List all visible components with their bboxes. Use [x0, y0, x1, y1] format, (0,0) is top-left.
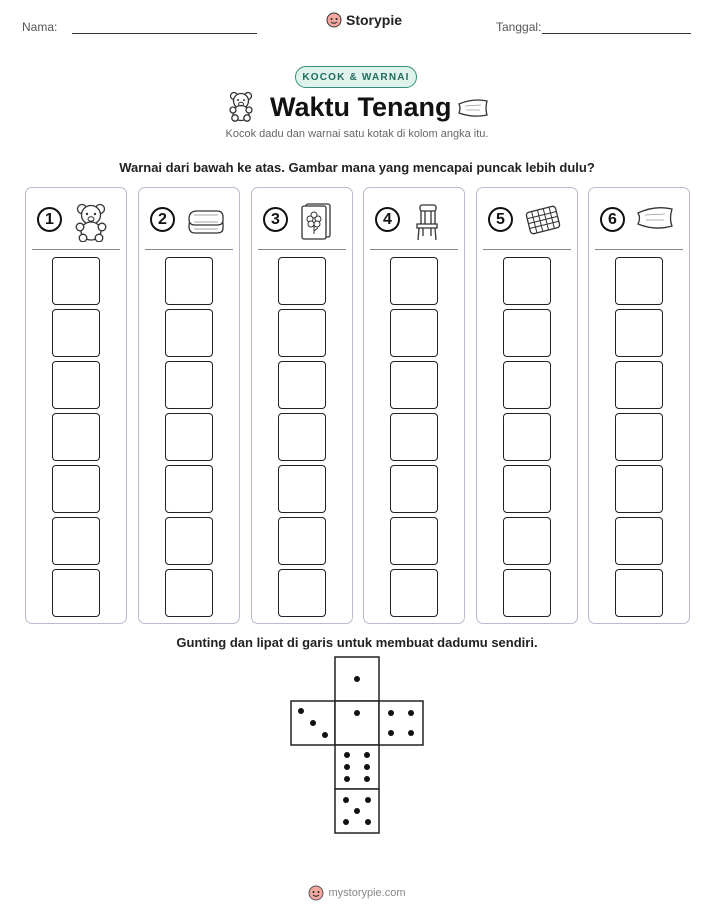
- footer: [0, 885, 714, 901]
- instruction-text: Warnai dari bawah ke atas. Gambar mana yang mencapai puncak lebih dulu?: [119, 160, 595, 175]
- die-face-1b: [335, 701, 379, 745]
- page-title: Waktu Tenang: [270, 92, 452, 122]
- subtitle: Kocok dadu dan warnai satu kotak di kolom angka itu.: [225, 128, 489, 140]
- date-label: Tanggal:: [496, 20, 542, 34]
- column-number: 1: [37, 207, 62, 232]
- cut-instruction: Gunting dan lipat di garis untuk membuat dadumu sendiri.: [176, 635, 538, 650]
- brand-name: Storypie: [346, 12, 403, 28]
- column-number: 6: [600, 207, 625, 232]
- footer-url[interactable]: mystorypie.com: [328, 887, 406, 899]
- column-number: 4: [375, 207, 400, 232]
- column-number: 3: [263, 207, 288, 232]
- column-number: 5: [488, 207, 513, 232]
- die-face-4: [379, 701, 423, 745]
- storypie-mascot-icon: [308, 885, 324, 901]
- name-label: Nama:: [22, 20, 58, 34]
- category-tag: KOCOK & WARNAI: [295, 66, 417, 88]
- column-number: 2: [150, 207, 175, 232]
- die-face-6: [335, 745, 379, 789]
